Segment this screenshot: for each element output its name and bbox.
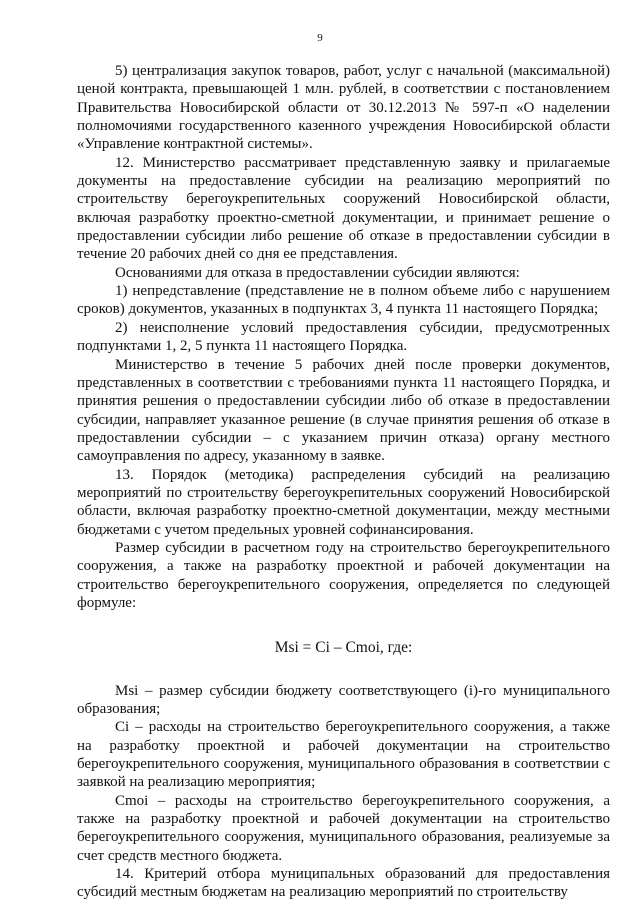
paragraph-refusal-ground-1: 1) непредставление (представление не в полном объеме либо с нарушением сроков) документов, указанных в подпунктах 3, 4 пункта 11 настоящего Порядка;: [77, 283, 610, 318]
subsidy-formula: Msi = Ci – Cmoi, где:: [274, 639, 413, 657]
paragraph-definition-ci: Ci – расходы на строительство берегоукрепительного сооружения, а также на разработку проектной и рабочей документации на строительство берегоукрепительного сооружения, муниципального образования в соответствии с заявкой на реализацию мероприятия;: [77, 719, 610, 791]
document-body: [77, 62, 610, 902]
paragraph-section-12: 12. Министерство рассматривает представленную заявку и прилагаемые документы на предоставление субсидии на реализацию мероприятий по строительству берегоукрепительных сооружений Новосибирской области, включая разработку проектно-сметной документации, и принимает решение о предоставлении субсидии либо решение об отказе в предоставлении субсидии в течение 20 рабочих дней со дня ее представления.: [77, 154, 610, 263]
paragraph-ministry-decision: Министерство в течение 5 рабочих дней после проверки документов, представленных в соответствии с требованиями пункта 11 настоящего Порядка, и принятия решения о предоставлении субсидии либо об отказе в предоставлении субсидии, направляет указанное решение (в случае принятия решения об отказе в предоставлении субсидии – с указанием причин отказа) органу местного самоуправления по адресу, указанному в заявке.: [77, 356, 610, 465]
paragraph-refusal-grounds: Основаниями для отказа в предоставлении субсидии являются:: [115, 264, 520, 281]
paragraph-section-14: 14. Критерий отбора муниципальных образований для предоставления субсидий местным бюджетам на реализацию мероприятий по строительству: [77, 866, 610, 901]
page-number: 9: [317, 32, 323, 44]
paragraph-definition-cmoi: Cmoi – расходы на строительство берегоукрепительного сооружения, а также на разработку проектной и рабочей документации на строительство берегоукрепительного сооружения, муниципального образования, реализуемые за счет средств местного бюджета.: [77, 792, 610, 864]
paragraph-section-13: 13. Порядок (методика) распределения субсидий на реализацию мероприятий по строительству берегоукрепительных сооружений Новосибирской области, включая разработку проектно-сметной документации, между местными бюджетами с учетом предельных уровней софинансирования.: [77, 466, 610, 538]
paragraph-definition-msi: Msi – размер субсидии бюджету соответствующего (i)-го муниципального образования;: [77, 682, 610, 717]
paragraph-refusal-ground-2: 2) неисполнение условий предоставления субсидии, предусмотренных подпунктами 1, 2, 5 пункта 11 настоящего Порядка.: [77, 319, 610, 355]
paragraph-subsidy-size: Размер субсидии в расчетном году на строительство берегоукрепительного сооружения, а также на разработку проектной и рабочей документации на строительство берегоукрепительного сооружения, определяется по следующей формуле:: [77, 539, 610, 611]
paragraph-item-5-centralization: 5) централизация закупок товаров, работ, услуг с начальной (максимальной) ценой контракта, превышающей 1 млн. рублей, в соответствии с постановлением Правительства Новосибирской области от 30.12.2013 № 597-п «О наделении полномочиями государственного казенного учреждения Новосибирской области «Управление контрактной системы».: [77, 63, 610, 153]
